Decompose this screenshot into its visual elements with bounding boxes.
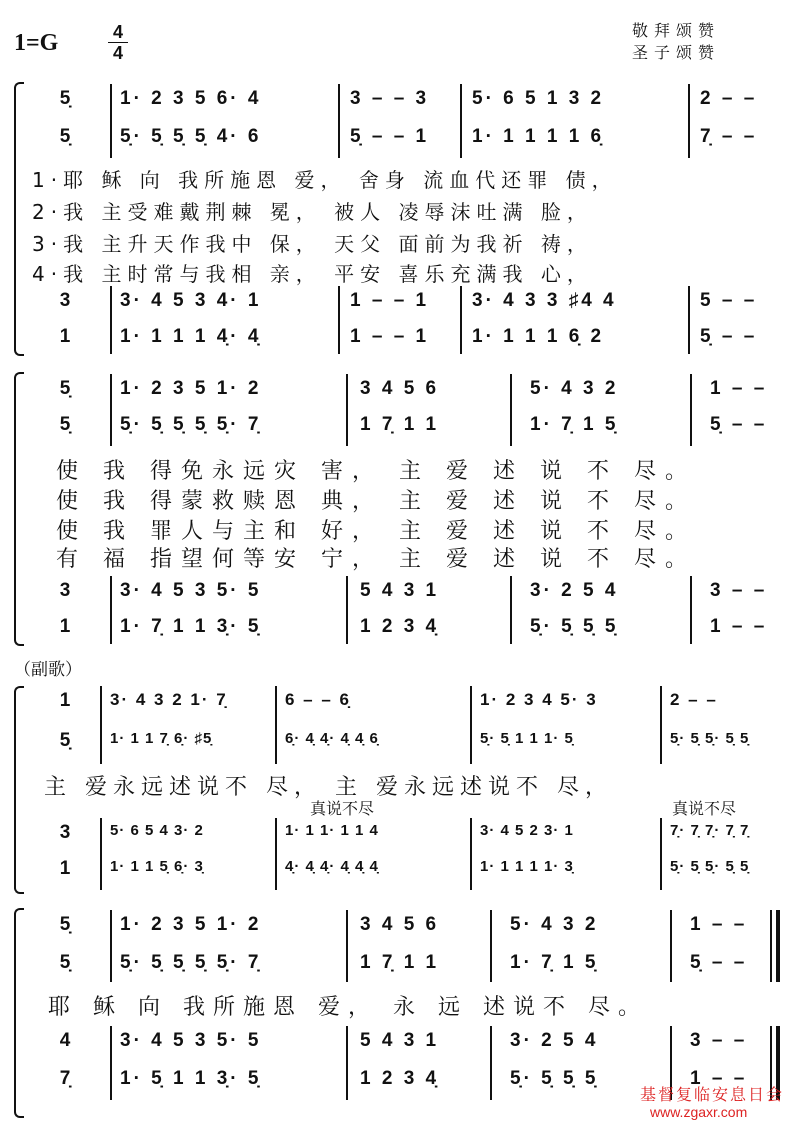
bar-line [110, 374, 112, 446]
measure: 5̣· 5̣ 5̣· 5̣ 5̣ [670, 730, 750, 747]
time-bottom: 4 [112, 43, 123, 63]
measure: 2 – – [700, 88, 758, 109]
lyric-line: 耶 稣 向 我所施恩 爱， 永 远 述说不 尽。 [48, 995, 648, 1020]
measure: 3· 2 5 4 [530, 580, 619, 601]
measure: 1 – – 1 [350, 290, 430, 311]
measure: 1 – – [690, 914, 748, 935]
bar-line [688, 286, 690, 354]
bar-line [670, 910, 672, 982]
part-label: 3 [59, 580, 71, 601]
staff-row [30, 580, 790, 610]
time-signature [108, 22, 128, 63]
measure: 3· 4 5 3 5· 5 [120, 1030, 262, 1051]
measure: 7̣ – – [700, 126, 758, 147]
measure: 5· 4 3 2 [530, 378, 619, 399]
measure: 3 – – [690, 1030, 748, 1051]
part-label: 7̣ [59, 1068, 71, 1089]
source-info [632, 20, 720, 64]
part-label: 5̣ [59, 126, 71, 147]
lyric-line: 4·我 主时常与我相 亲， 平安 喜乐充满我 心， [32, 262, 593, 286]
staff-row [30, 616, 790, 646]
measure: 3· 4 5 2 3· 1 [480, 822, 574, 839]
measure: 1 7̣ 1 1 [360, 952, 440, 973]
bar-line [690, 374, 692, 446]
bar-line [275, 818, 277, 890]
measure: 1· 7̣ 1 5̣ [530, 414, 619, 435]
measure: 5̣ – – [710, 414, 768, 435]
measure: 3· 4 3 3 ♯4 4 [472, 290, 617, 311]
part-label: 3 [59, 290, 71, 311]
lyric-line: 使 我 得蒙救赎恩 典， 主 爱 述 说 不 尽。 [56, 489, 696, 514]
staff-row [30, 88, 790, 118]
bar-line [110, 84, 112, 158]
bar-line [510, 374, 512, 446]
measure: 1· 2 3 4 5· 3 [480, 690, 598, 709]
bar-line [460, 84, 462, 158]
measure: 1 – – [710, 616, 768, 637]
measure: 1 – – 1 [350, 326, 430, 347]
measure: 5̣· 5̣ 5̣· 5̣ 5̣ [670, 858, 750, 875]
measure: 6 – – 6̣ [285, 690, 351, 709]
part-label: 5̣ [59, 414, 71, 435]
measure: 1· 1 1 1 6̣ 2 [472, 326, 605, 347]
measure: 5̣ – – 1 [350, 126, 430, 147]
bar-line [770, 910, 772, 982]
measure: 1 – – [710, 378, 768, 399]
measure: 5· 4 3 2 [510, 914, 599, 935]
staff-row [30, 378, 790, 408]
measure: 1· 7̣ 1 5̣ [510, 952, 599, 973]
measure: 1· 1 1 1 4̣· 4̣ [120, 326, 262, 347]
bar-line [110, 286, 112, 354]
measure: 1· 7̣ 1 1 3̣· 5̣ [120, 616, 262, 637]
staff-row [30, 730, 790, 760]
bar-line [470, 686, 472, 764]
bar-line [660, 686, 662, 764]
measure: 5̣· 5̣ 5̣ 5̣ 5̣· 7̣ [120, 952, 262, 973]
measure: 1· 2 3 5 1· 2 [120, 914, 262, 935]
measure: 1 7̣ 1 1 [360, 414, 440, 435]
lyric-line: 3·我 主升天作我中 保， 天父 面前为我祈 祷， [32, 232, 593, 256]
measure: 3 – – 3 [350, 88, 430, 109]
system-bracket [14, 372, 24, 646]
time-top: 4 [108, 22, 128, 43]
measure: 5 4 3 1 [360, 580, 440, 601]
bar-line [660, 818, 662, 890]
bar-line [470, 818, 472, 890]
bar-line [688, 84, 690, 158]
measure: 5· 6 5 4 3· 2 [110, 822, 204, 839]
measure: 5̣· 5̣ 5̣ 5̣ [530, 616, 619, 637]
lyric-line: 1·耶 稣 向 我所施恩 爱， 舍身 流血代还罪 债， [32, 168, 618, 192]
bar-line [110, 576, 112, 644]
measure: 1 2 3 4̣ [360, 616, 440, 637]
measure: 1· 5̣ 1 1 3̣· 5̣ [120, 1068, 262, 1089]
part-label: 1 [59, 616, 71, 637]
bar-line [346, 1026, 348, 1100]
watermark-url: www.zgaxr.com [650, 1104, 748, 1120]
measure: 4̣· 4̣ 4̣· 4̣ 4̣ 4̣ [285, 858, 379, 875]
staff-row [30, 858, 790, 888]
bar-line [110, 910, 112, 982]
part-label: 3 [59, 822, 71, 843]
lyric-line: 2·我 主受难戴荆棘 冕， 被人 凌辱沫吐满 脸， [32, 200, 593, 224]
measure: 3· 2 5 4 [510, 1030, 599, 1051]
chorus-label: （副歌） [14, 660, 82, 679]
system-bracket [14, 908, 24, 1118]
measure: 1· 1 1 1 1· 3̣ [480, 858, 574, 875]
staff-row [30, 126, 790, 156]
measure: 5̣· 5̣ 5̣ 5̣ 4· 6 [120, 126, 262, 147]
measure: 1· 2 3 5 1· 2 [120, 378, 262, 399]
source-line-2: 圣子颂赞 [632, 43, 721, 62]
bar-line [346, 374, 348, 446]
measure: 1· 1 1 1 1 6̣ [472, 126, 605, 147]
measure: 1· 1 1· 1 1 4 [285, 822, 379, 839]
measure: 5̣ – – [690, 952, 748, 973]
bar-line [338, 84, 340, 158]
measure: 5· 6 5 1 3 2 [472, 88, 605, 109]
bar-line [460, 286, 462, 354]
measure: 5̣· 5̣ 1 1 1· 5̣ [480, 730, 574, 747]
part-label: 5̣ [59, 952, 71, 973]
measure: 3 4 5 6 [360, 914, 440, 935]
performance-note: 真说不尽 [310, 799, 375, 818]
key-signature: 1=G [14, 30, 59, 56]
measure: 5 – – [700, 290, 758, 311]
bar-line [510, 576, 512, 644]
measure: 1 – – [690, 1068, 748, 1089]
staff-row [30, 690, 790, 720]
bar-line [100, 686, 102, 764]
lyric-line: 有 福 指望何等安 宁， 主 爱 述 说 不 尽。 [56, 547, 696, 572]
part-label: 1 [59, 858, 71, 879]
measure: 1· 1 1 7̣ 6̣· ♯5̣ [110, 730, 213, 747]
measure: 3 – – [710, 580, 768, 601]
measure: 3· 4 5 3 4· 1 [120, 290, 262, 311]
measure: 5 4 3 1 [360, 1030, 440, 1051]
final-bar-line [776, 910, 780, 982]
bar-line [110, 1026, 112, 1100]
lyric-line: 主 爱永远述说不 尽， 主 爱永远述说不 尽， [44, 775, 613, 800]
lyric-line: 使 我 罪人与主和 好， 主 爱 述 说 不 尽。 [56, 519, 696, 544]
part-label: 1 [59, 326, 71, 347]
staff-row [30, 326, 790, 356]
measure: 3· 4 5 3 5· 5 [120, 580, 262, 601]
part-label: 5̣ [59, 378, 71, 399]
measure: 7̣· 7̣ 7̣· 7̣ 7̣ [670, 822, 750, 839]
part-label: 5̣ [59, 914, 71, 935]
part-label: 5̣ [59, 88, 71, 109]
bar-line [275, 686, 277, 764]
bar-line [338, 286, 340, 354]
bar-line [346, 576, 348, 644]
staff-row [30, 822, 790, 852]
measure: 6̣· 4̣ 4̣· 4̣ 4̣ 6̣ [285, 730, 379, 747]
part-label: 5̣ [59, 730, 71, 751]
bar-line [100, 818, 102, 890]
measure: 1· 2 3 5 6· 4 [120, 88, 262, 109]
lyric-line: 使 我 得免永远灾 害， 主 爱 述 说 不 尽。 [56, 459, 696, 484]
staff-row [30, 914, 790, 944]
measure: 3· 4 3 2 1· 7̣ [110, 690, 228, 709]
part-label: 4 [59, 1030, 71, 1051]
staff-row [30, 952, 790, 982]
measure: 5̣· 5̣ 5̣ 5̣ [510, 1068, 599, 1089]
source-line-1: 敬拜颂赞 [632, 21, 721, 40]
watermark-text: 基督复临安息日会 [640, 1087, 785, 1104]
measure: 5̣· 5̣ 5̣ 5̣ 5̣· 7̣ [120, 414, 262, 435]
part-label: 1 [59, 690, 71, 711]
measure: 1· 1 1 5̣ 6̣· 3̣ [110, 858, 204, 875]
bar-line [690, 576, 692, 644]
measure: 2 – – [670, 690, 718, 709]
bar-line [490, 1026, 492, 1100]
bar-line [346, 910, 348, 982]
staff-row [30, 414, 790, 444]
performance-note: 真说不尽 [672, 799, 737, 818]
system-bracket [14, 686, 24, 894]
staff-row [30, 290, 790, 320]
staff-row [30, 1030, 790, 1060]
system-bracket [14, 82, 24, 356]
measure: 1 2 3 4̣ [360, 1068, 440, 1089]
measure: 3 4 5 6 [360, 378, 440, 399]
measure: 5̣ – – [700, 326, 758, 347]
bar-line [490, 910, 492, 982]
